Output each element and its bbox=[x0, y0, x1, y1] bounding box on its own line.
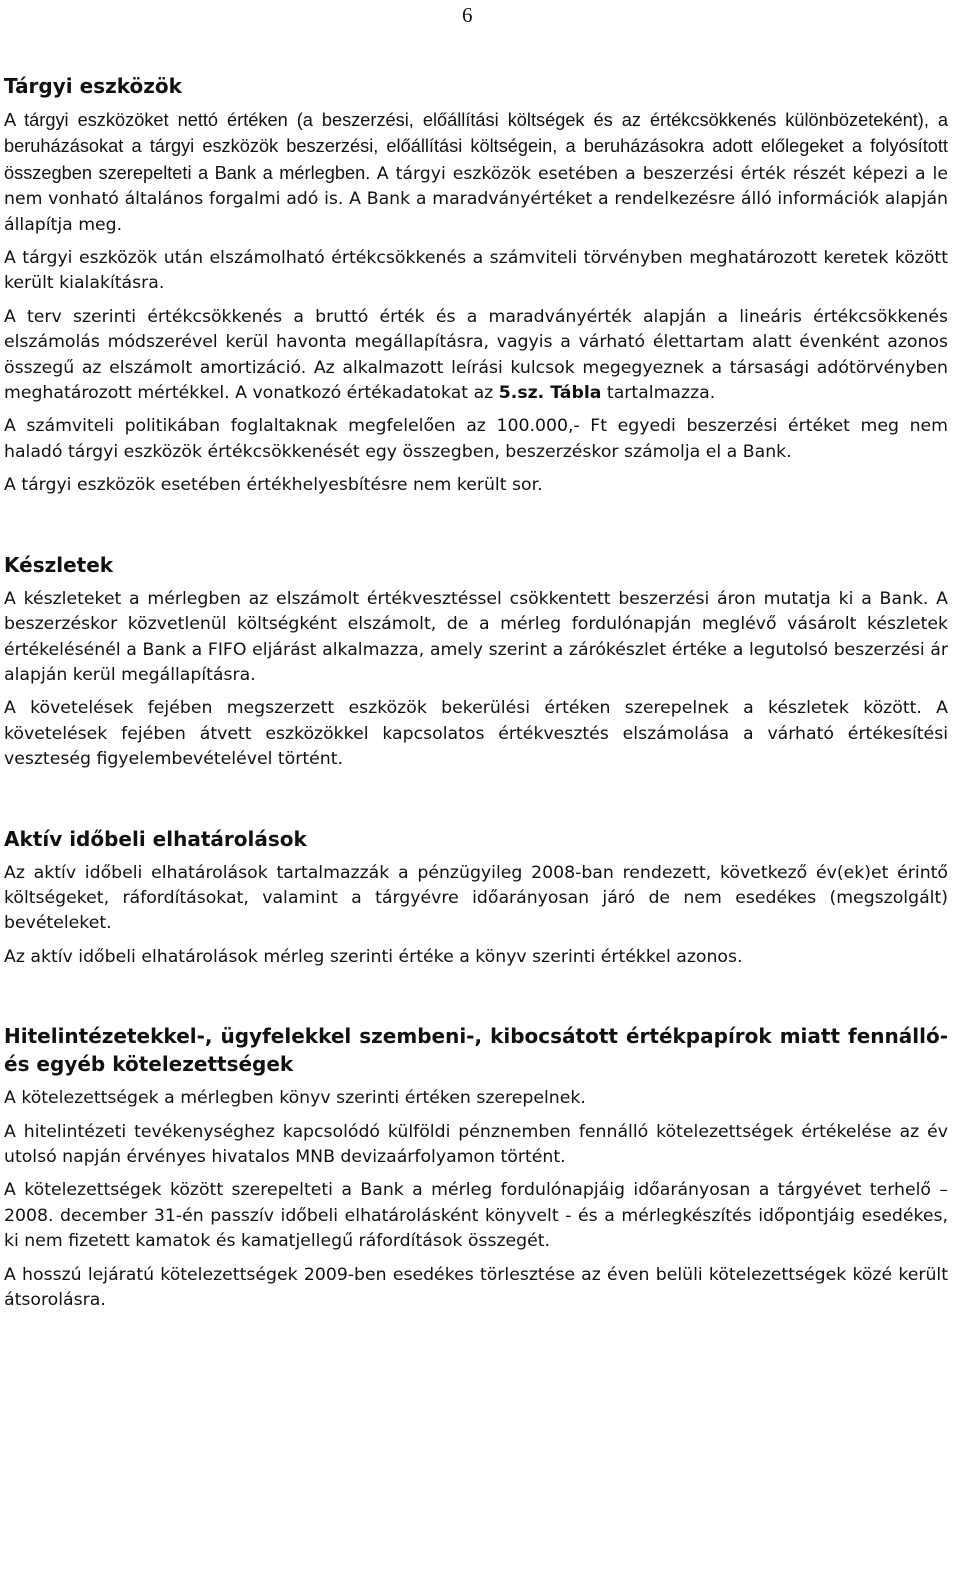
section-heading: Aktív időbeli elhatárolások bbox=[4, 826, 307, 851]
paragraph-text: A követelések fejében megszerzett eszközök bekerülési értéken szerepelnek a készletek között. A követelések fejében átvett eszközökkel kapcsolatos értékvesztés elszámolása a várható értékesítési veszteség figyelembevételével történt. bbox=[4, 698, 948, 770]
paragraph bbox=[4, 1120, 948, 1171]
paragraph-text: A terv szerinti értékcsökkenés a bruttó érték és a maradványérték alapján a lineáris értékcsökkenés elszámolás módszerével kerül havonta megállapításra, vagyis a várható élettartam alatt évenként azonos összegű az elszámolt amortizáció. Az alkalmazott leírási kulcsok megegyeznek a társasági adótörvényben meghatározott mértékkel. A vonatkozó értékadatokat az bbox=[4, 306, 948, 404]
section-heading: Készletek bbox=[4, 552, 114, 577]
paragraph-text: A számviteli politikában foglaltaknak megfelelően az 100.000,- Ft egyedi beszerzési értéket meg nem haladó tárgyi eszközök értékcsökkenését egy összegben, beszerzéskor számolja el a Bank. bbox=[4, 416, 948, 462]
paragraph bbox=[4, 861, 948, 937]
table-reference: 5.sz. Tábla bbox=[498, 383, 602, 404]
section-heading: Tárgyi eszközök bbox=[4, 74, 182, 98]
section-liabilities bbox=[4, 1022, 948, 1313]
paragraph bbox=[4, 1263, 948, 1314]
section-inventories bbox=[4, 551, 948, 773]
paragraph-text: A tárgyi eszközök után elszámolható értékcsökkenés a számviteli törvényben meghatározott keretek között került kialakításra. bbox=[4, 248, 948, 294]
paragraph bbox=[4, 1178, 948, 1254]
paragraph bbox=[4, 696, 948, 772]
paragraph bbox=[4, 473, 948, 498]
paragraph-text: A tárgyi eszközök esetében a beszerzési érték részét képezi a le nem vonható általános forgalmi adó is. A Bank a maradványértéket a rendelkezésre álló információk alapján állapítja meg. bbox=[4, 163, 948, 235]
section-heading: Hitelintézetekkel-, ügyfelekkel szembeni-, kibocsátott értékpapírok miatt fennálló- és egyéb kötelezettségek bbox=[4, 1024, 948, 1077]
paragraph-text: Az aktív időbeli elhatárolások tartalmazzák a pénzügyileg 2008-ban rendezett, következő év(ek)et érintő költségeket, ráfordításokat, valamint a tárgyévre időarányosan járó de nem esedékes (megszolgált) bevételeket. bbox=[4, 862, 948, 934]
section-accrued-income bbox=[4, 825, 948, 971]
paragraph bbox=[4, 1086, 948, 1111]
paragraph bbox=[4, 945, 948, 970]
section-fixed-assets bbox=[4, 72, 948, 499]
paragraph bbox=[4, 414, 948, 465]
paragraph bbox=[4, 246, 948, 297]
paragraph-text: Az aktív időbeli elhatárolások mérleg szerinti értéke a könyv szerinti értékkel azonos. bbox=[4, 946, 743, 967]
paragraph bbox=[4, 108, 948, 238]
paragraph-text: A tárgyi eszközök esetében értékhelyesbítésre nem került sor. bbox=[4, 475, 543, 496]
document-body bbox=[4, 72, 948, 1313]
paragraph-text: A kötelezettségek között szerepelteti a Bank a mérleg fordulónapjáig időarányosan a tárgyévet terhelő – 2008. december 31-én passzív időbeli elhatárolásként könyvelt - és a mérlegkészítés időpontjáig esedékes, ki nem fizetett kamatok és kamatjellegű ráfordítások összegét. bbox=[4, 1180, 948, 1252]
paragraph-text: tartalmazza. bbox=[601, 383, 716, 404]
paragraph-text: A készleteket a mérlegben az elszámolt értékvesztéssel csökkentett beszerzési áron mutatja ki a Bank. A beszerzéskor közvetlenül költségként elszámolt, de a mérleg fordulónapján meglévő vásárolt készletek értékelésénél a Bank a FIFO eljárást alkalmazza, amely szerint a zárókészlet értéke a legutolsó beszerzési ár alapján kerül megállapításra. bbox=[4, 588, 948, 685]
paragraph-text: A hosszú lejáratú kötelezettségek 2009-ben esedékes törlesztése az éven belüli kötelezettségek közé került átsorolásra. bbox=[4, 1264, 948, 1310]
paragraph-text: A hitelintézeti tevékenységhez kapcsolódó külföldi pénznemben fennálló kötelezettségek értékelése az év utolsó napján érvényes hivatalos MNB devizaárfolyamon történt. bbox=[4, 1121, 948, 1167]
page-number: 6 bbox=[462, 3, 473, 27]
paragraph-text: A kötelezettségek a mérlegben könyv szerinti értéken szerepelnek. bbox=[4, 1088, 586, 1109]
paragraph-text: A tárgyi eszközöket nettó értéken (a beszerzési, előállítási költségek és az értékcsökkenés különbözeteként), a beruházásokat a tárgyi eszközök beszerzési, előállítási költségein, a beruházásokra adott előlegeket a folyósított összegben szerepelteti a Bank a mérlegben. bbox=[4, 110, 948, 183]
paragraph bbox=[4, 305, 948, 407]
paragraph bbox=[4, 587, 948, 689]
